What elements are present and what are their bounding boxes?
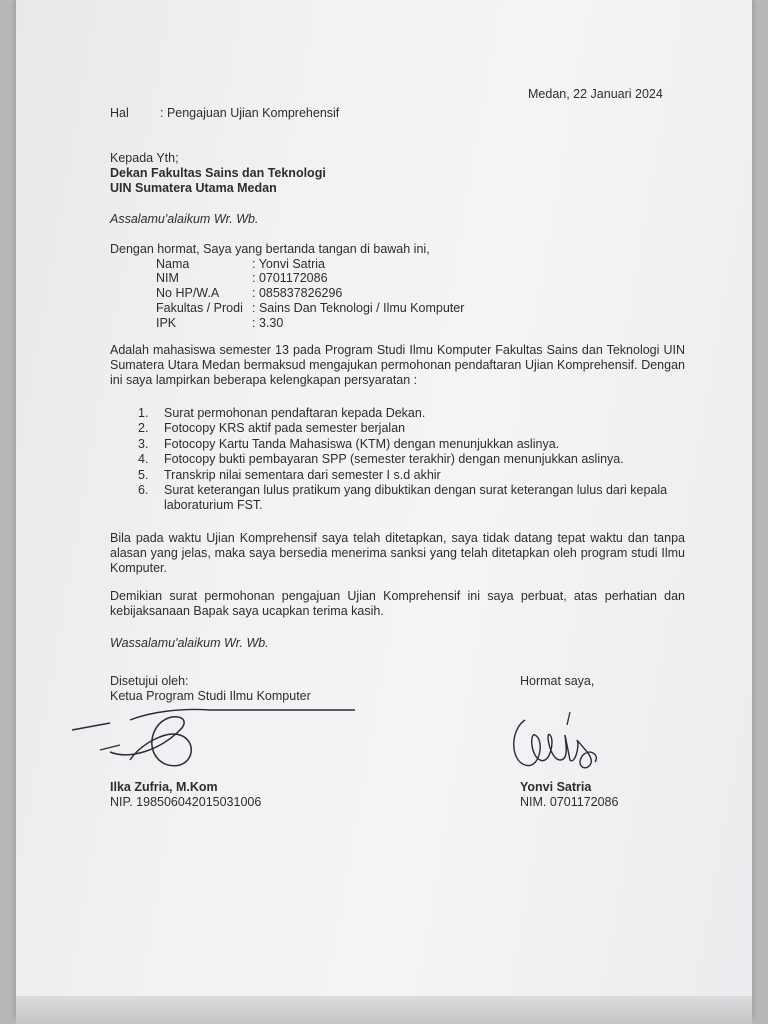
requirement-text: Fotocopy bukti pembayaran SPP (semester terakhir) dengan menunjukkan aslinya. (164, 452, 624, 466)
identity-label-phone: No HP/W.A (156, 286, 220, 300)
farewell: Wassalamu'alaikum Wr. Wb. (110, 636, 269, 650)
opening-line: Dengan hormat, Saya yang bertanda tangan di bawah ini, (110, 242, 430, 256)
sender-nim: NIM. 0701172086 (520, 795, 619, 809)
identity-value-nim: : 0701172086 (252, 271, 328, 285)
requirement-number: 2. (138, 421, 149, 435)
recipient-intro: Kepada Yth; (110, 151, 179, 165)
approval-role: Ketua Program Studi Ilmu Komputer (110, 689, 311, 703)
approval-label: Disetujui oleh: (110, 674, 189, 688)
closing-paragraph: Demikian surat permohonan pengajuan Ujian Komprehensif ini saya perbuat, atas perhatian dan kebijaksanaan Bapak saya ucapkan terima kasih. (110, 589, 685, 618)
approver-name: Ilka Zufria, M.Kom (110, 780, 218, 794)
identity-label-faculty: Fakultas / Prodi (156, 301, 243, 315)
statement-paragraph: Bila pada waktu Ujian Komprehensif saya telah ditetapkan, saya tidak datang tepat waktu dan tanpa alasan yang jelas, maka saya bersedia menerima sanksi yang telah ditetapkan oleh program studi Ilmu Komputer. (110, 531, 685, 575)
letter-date: Medan, 22 Januari 2024 (528, 87, 663, 101)
requirement-text: Surat permohonan pendaftaran kepada Dekan. (164, 406, 426, 420)
recipient-line-2: UIN Sumatera Utama Medan (110, 181, 277, 195)
identity-label-ipk: IPK (156, 316, 177, 330)
requirement-text: Fotocopy Kartu Tanda Mahasiswa (KTM) dengan menunjukkan aslinya. (164, 437, 560, 451)
recipient-line-1: Dekan Fakultas Sains dan Teknologi (110, 166, 326, 180)
identity-label-name: Nama (156, 257, 190, 271)
identity-value-ipk: : 3.30 (252, 316, 284, 330)
paper-bottom-edge (16, 996, 752, 1024)
requirement-number: 4. (138, 452, 149, 466)
body-paragraph: Adalah mahasiswa semester 13 pada Program Studi Ilmu Komputer Fakultas Sains dan Teknologi UIN Sumatera Utara Medan bermaksud mengajukan permohonan pendaftaran Ujian Komprehensif. Dengan ini saya lampirkan beberapa kelengkapan persyaratan : (110, 343, 685, 387)
requirement-number: 5. (138, 468, 149, 482)
requirement-text: Fotocopy KRS aktif pada semester berjalan (164, 421, 406, 435)
sender-name: Yonvi Satria (520, 780, 592, 794)
requirement-number: 1. (138, 406, 149, 420)
identity-value-faculty: : Sains Dan Teknologi / Ilmu Komputer (252, 301, 465, 315)
identity-label-nim: NIM (156, 271, 179, 285)
requirement-text: Surat keterangan lulus pratikum yang dibuktikan dengan surat keterangan lulus dari kepala laboraturium FST. (164, 483, 668, 512)
identity-value-phone: : 085837826296 (252, 286, 343, 300)
subject-value: : Pengajuan Ujian Komprehensif (160, 106, 340, 120)
greeting: Assalamu'alaikum Wr. Wb. (110, 212, 259, 226)
subject-label: Hal (110, 106, 129, 120)
sender-label: Hormat saya, (520, 674, 595, 688)
requirement-number: 6. (138, 483, 149, 497)
identity-value-name: : Yonvi Satria (252, 257, 325, 271)
requirement-text: Transkrip nilai sementara dari semester I s.d akhir (164, 468, 441, 482)
approver-nip: NIP. 198506042015031006 (110, 795, 262, 809)
sender-signature (505, 710, 615, 780)
approver-signature (70, 690, 360, 790)
requirement-number: 3. (138, 437, 149, 451)
